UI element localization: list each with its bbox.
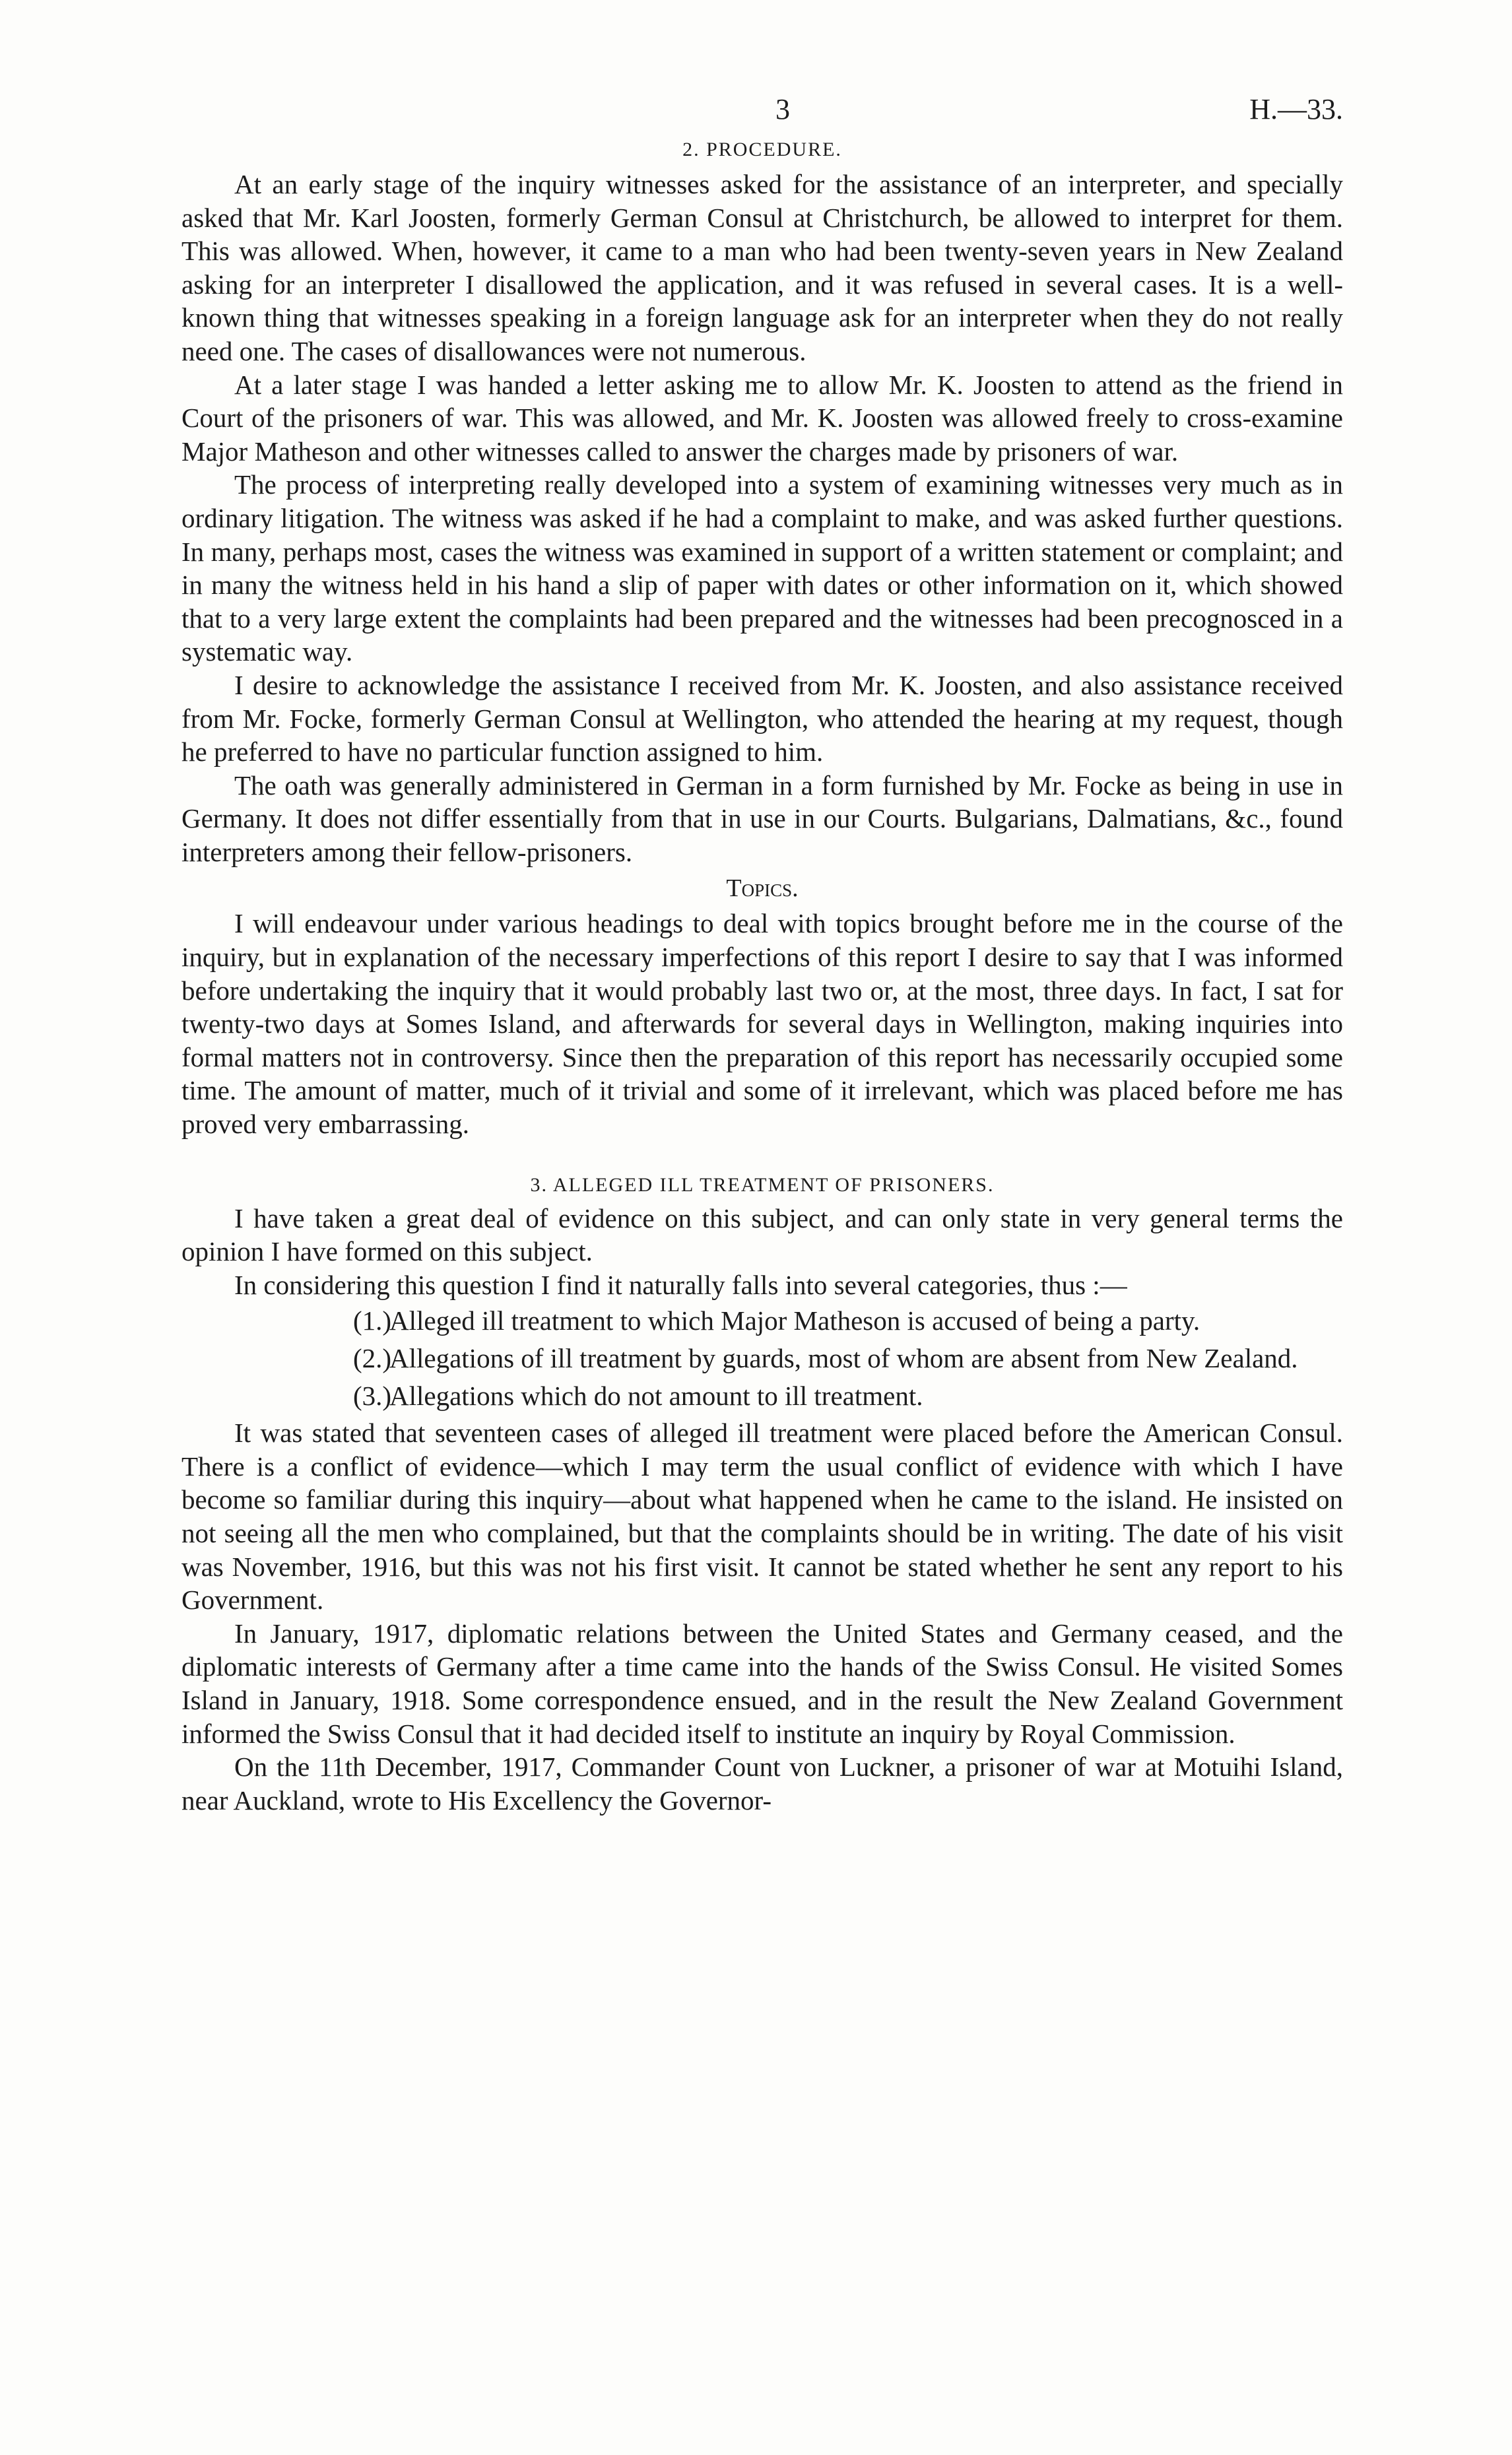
list-item bbox=[181, 1342, 1343, 1375]
list-item-text: Alleged ill treatment to which Major Matheson is accused of being a party. bbox=[389, 1305, 1200, 1336]
paragraph: I have taken a great deal of evidence on this subject, and can only state in very general terms the opinion I have formed on this subject. bbox=[181, 1202, 1343, 1267]
section-heading-topics: Topics. bbox=[726, 874, 799, 903]
list-item-text: Allegations which do not amount to ill treatment. bbox=[389, 1380, 923, 1411]
paragraph: The process of interpreting really developed into a system of examining witnesses very much as in ordinary litigation. The witness was asked if he had a complaint to make, and was asked further questions. In many, perhaps most, cases the witness was examined in support of a written statement or complaint; and in many the witness held in his hand a slip of paper with dates or other information on it, which showed that to a very large extent the complaints had been prepared and the witnesses had been precognosced in a systematic way. bbox=[181, 469, 1343, 667]
page-header bbox=[181, 92, 1343, 139]
section-heading-procedure: 2. PROCEDURE. bbox=[682, 139, 842, 160]
paragraph: In January, 1917, diplomatic relations between the United States and Germany ceased, and the diplomatic interests of Germany after a time came into the hands of the Swiss Consul. He visited Somes Island in January, 1918. Some correspondence ensued, and in the result the New Zealand Government informed the Swiss Consul that it had decided itself to institute an inquiry by Royal Commission. bbox=[181, 1618, 1343, 1749]
section-heading-ill-treatment: 3. ALLEGED ILL TREATMENT OF PRISONERS. bbox=[530, 1173, 995, 1196]
list-item-number: (3.) bbox=[353, 1380, 392, 1411]
paragraph: At a later stage I was handed a letter asking me to allow Mr. K. Joosten to attend as the friend in Court of the prisoners of war. This was allowed, and Mr. K. Joosten was allowed freely to cross-examine Major Matheson and other witnesses called to answer the charges made by prisoners of war. bbox=[181, 369, 1343, 467]
page-number: 3 bbox=[775, 93, 790, 125]
list-item-number: (2.) bbox=[353, 1343, 392, 1373]
section-topics bbox=[181, 874, 1343, 1140]
paragraph: On the 11th December, 1917, Commander Count von Luckner, a prisoner of war at Motuihi Island, near Auckland, wrote to His Excellency the Governor- bbox=[181, 1751, 1343, 1816]
paragraph: It was stated that seventeen cases of alleged ill treatment were placed before the American Consul. There is a conflict of evidence—which I may term the usual conflict of evidence with which I have become so familiar during this inquiry—about what happened when he came to the island. He insisted on not seeing all the men who complained, but that the complaints should be in writing. The date of his visit was November, 1916, but this was not his first visit. It cannot be stated whether he sent any report to his Government. bbox=[181, 1418, 1343, 1616]
paragraph: In considering this question I find it naturally falls into several categories, thus :— bbox=[234, 1269, 1127, 1300]
document-page bbox=[181, 92, 1343, 1817]
paragraph: At an early stage of the inquiry witnesses asked for the assistance of an interpreter, and specially asked that Mr. Karl Joosten, formerly German Consul at Christchurch, be allowed to interpret for them. This was allowed. When, however, it came to a man who had been twenty-seven years in New Zealand asking for an interpreter I disallowed the application, and it was refused in several cases. It is a well-known thing that witnesses speaking in a foreign language ask for an interpreter when they do not really need one. The cases of disallowances were not numerous. bbox=[181, 169, 1343, 366]
paragraph: The oath was generally administered in German in a form furnished by Mr. Focke as being in use in Germany. It does not differ essentially from that in use in our Courts. Bulgarians, Dalmatians, &c., found interpreters among their fellow-prisoners. bbox=[181, 769, 1343, 867]
paragraph: I will endeavour under various headings to deal with topics brought before me in the course of the inquiry, but in explanation of the necessary imperfections of this report I desire to say that I was informed before undertaking the inquiry that it would probably last two or, at the most, three days. In fact, I sat for twenty-two days at Somes Island, and afterwards for several days in Wellington, making inquiries into formal matters not in controversy. Since then the preparation of this report has necessarily occupied some time. The amount of matter, much of it trivial and some of it irrelevant, which was placed before me has proved very embarrassing. bbox=[181, 908, 1343, 1140]
document-reference: H.—33. bbox=[1249, 93, 1343, 125]
list-item bbox=[181, 1379, 1343, 1413]
paragraph: I desire to acknowledge the assistance I received from Mr. K. Joosten, and also assistance received from Mr. Focke, formerly German Consul at Wellington, who attended the hearing at my request, though he preferred to have no particular function assigned to him. bbox=[181, 669, 1343, 768]
list-item-text: Allegations of ill treatment by guards, most of whom are absent from New Zealand. bbox=[389, 1343, 1298, 1373]
section-ill-treatment bbox=[181, 1174, 1343, 1817]
section-procedure bbox=[181, 139, 1343, 868]
list-item bbox=[181, 1304, 1343, 1338]
list-item-number: (1.) bbox=[353, 1305, 392, 1336]
